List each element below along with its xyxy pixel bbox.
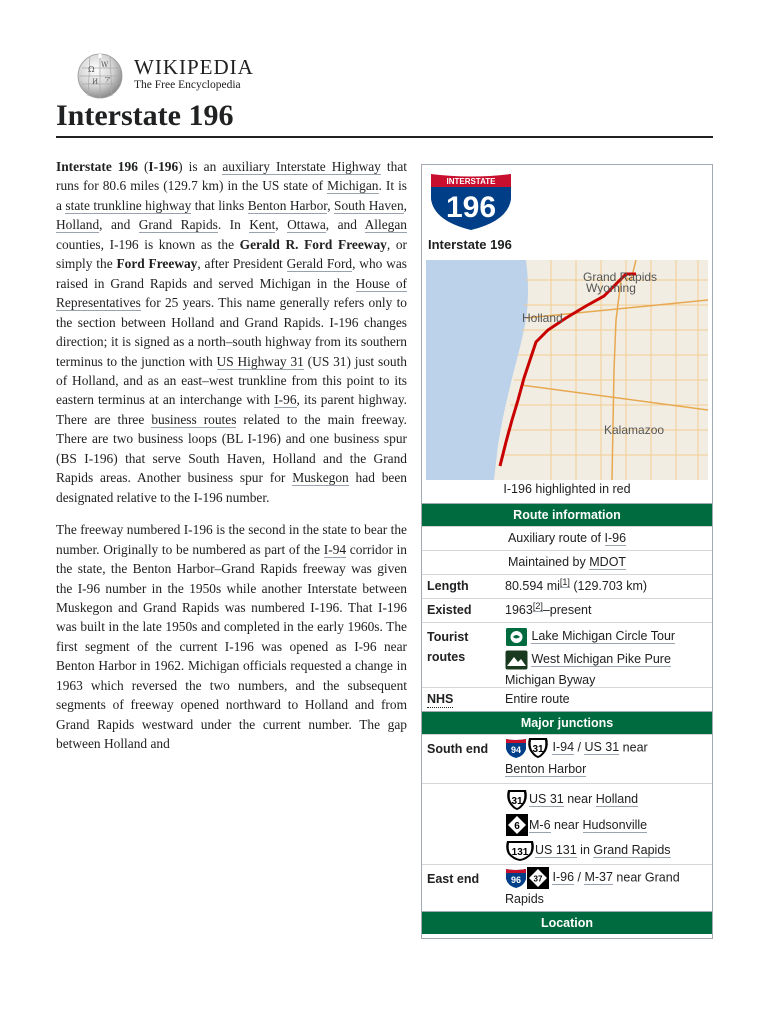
east-place-text: Rapids [505,892,544,906]
article-link[interactable]: auxiliary Interstate Highway [222,159,381,174]
article-text: , [275,217,288,233]
article-text: that links [191,197,248,213]
maintained-prefix: Maintained by [507,555,590,569]
junction-us-131-grand-rapids [505,838,712,864]
us-31-shield-number: 31 [511,795,523,807]
wordmark-tagline: The Free Encyclopedia [134,79,241,91]
benton-harbor-link[interactable]: Benton Harbor [505,762,587,776]
lake-michigan-circle-tour-link[interactable]: Lake Michigan Circle Tour [531,629,676,643]
j3-near-text: in [576,843,594,857]
article-link[interactable]: Gerald Ford [286,256,353,272]
m-6-shield-icon [505,814,529,836]
east-near-text: near Grand [612,870,680,885]
route-map-image [426,260,708,480]
article-link[interactable]: US Highway 31 [216,353,304,369]
junction-us-31-holland [505,787,712,813]
us-131-shield-icon [505,840,535,862]
length-value: 80.594 mi [505,579,560,593]
m-37-shield-number: 37 [533,874,543,884]
article-text: that runs for 80.6 miles (129.7 km) in the US state of [56,159,408,194]
existed-start: 1963 [505,603,533,617]
svg-text:W: W [101,61,109,69]
shield-number-text: 196 [445,191,497,224]
location-header: Location [422,911,712,934]
length-reference-link[interactable]: [1] [559,576,570,587]
bold-term: Interstate 196 [56,159,138,174]
m-37-shield-icon [527,867,549,889]
infobox-route-name: Interstate 196 [428,237,512,252]
holland-link[interactable]: Holland [595,792,639,806]
intermediate-junctions-row [422,783,712,864]
east-separator: / [574,870,585,885]
article-text: , [327,197,335,213]
existed-label: Existed [427,603,472,617]
article-paragraph-1 [56,157,407,507]
i-94-shield-number: 94 [510,745,522,755]
maintained-by-row [422,550,712,574]
us-31-shield-icon [527,737,549,759]
m-6-shield-number: 6 [514,821,520,833]
article-link[interactable]: state trunkline highway [65,197,192,213]
south-separator: / [574,740,585,755]
tourist-routes-row [422,622,712,687]
infobox [421,164,713,939]
article-link[interactable]: Michigan [327,178,379,194]
lake-michigan-circle-tour-icon [505,627,528,647]
us-31-junction-link[interactable]: US 31 [529,792,564,806]
west-michigan-pike-link[interactable]: West Michigan Pike Pure [531,652,671,666]
m-6-link[interactable]: M-6 [529,817,551,832]
us-31-link[interactable]: US 31 [584,740,620,755]
nhs-label[interactable]: NHS [427,692,454,706]
map-caption: I-196 highlighted in red [503,482,631,496]
article-link[interactable]: House of Representatives [56,275,407,311]
j2-near-text: near [550,817,583,832]
article-text: ) is an [178,159,223,174]
svg-text:ア: ア [104,76,111,84]
infobox-body [422,503,712,934]
i-94-link[interactable]: I-94 [552,740,575,755]
existed-end: –present [542,603,592,617]
article-text: , who was raised in Grand Rapids and served Michigan in the [56,256,407,291]
shield-banner-text: INTERSTATE [446,177,496,186]
east-end-row [422,864,712,911]
west-michigan-pike-link-cont[interactable]: Michigan Byway [505,673,596,687]
article-link[interactable]: Holland [56,217,100,233]
svg-text:Ω: Ω [88,65,95,74]
length-label: Length [427,579,469,593]
grand-rapids-link[interactable]: Grand Rapids [593,843,671,857]
south-near-text: near [619,740,648,755]
article-text: The freeway numbered I-196 is the second in the state to bear the number. Originally to be numbered as part of the [56,522,407,557]
article-text: , and [325,217,365,233]
article-link[interactable]: Benton Harbor [247,197,328,213]
pure-michigan-byway-icon [505,650,528,670]
article-text: had been designated relative to the I-196 number. [56,470,407,505]
article-link[interactable]: Grand Rapids [138,217,218,233]
i-96-shield-number: 96 [510,875,522,885]
infobox-shield-area [422,165,712,233]
us-131-link[interactable]: US 131 [535,843,577,857]
interstate-shield-icon [426,169,516,235]
length-km: (129.703 km) [569,579,648,593]
mdot-link[interactable]: MDOT [589,555,627,569]
article-text: . It is a [56,178,408,213]
page-title: Interstate 196 [56,99,234,132]
parent-route-link[interactable]: I-96 [604,531,627,545]
map-label-holland: Holland [522,311,563,325]
article-text: corridor in the state, the Benton Harbor–Grand Rapids freeway was given the I-96 number in the 1950s while another Interstate between Muskegon and Grand Rapids was numbered I-196. That I-196 was built in the late 1950s and completed in the early 1960s. The first segment of the current I-196 was opened as I-96 near Benton Harbor in 1962. Michigan officials requested a change in 1963 which reversed the two numbers, and the subsequent segments of freeway opened northward to Holland and from Grand Rapids westward under the current number. The gap between Holland and [56,541,407,752]
tourist-label-line-2: routes [427,650,466,664]
i-96-shield-icon [505,867,527,889]
us-31-shield-icon [505,789,529,811]
article-paragraph-2 [56,520,407,753]
bold-term: Gerald R. Ford Freeway [239,236,387,252]
map-label-wyoming: Wyoming [586,281,636,295]
tourist-label-line-1: Tourist [427,630,469,644]
article-text: counties, I-196 is known as the [56,236,240,252]
length-row [422,574,712,598]
wikipedia-globe-logo[interactable] [74,52,126,100]
wikipedia-wordmark[interactable] [134,55,254,92]
article-text: , its parent highway. There are three [56,392,407,427]
tourist-routes-label [427,627,468,667]
article-link[interactable]: Allegan [364,217,407,233]
title-divider [56,136,713,138]
existed-row [422,598,712,622]
svg-text:И: И [92,78,99,86]
article-text: ( [137,159,149,174]
article-text: , and [99,217,139,233]
junction-m-6-hudsonville [505,813,712,839]
article-link[interactable]: I-96 [274,392,297,408]
nhs-row [422,687,712,711]
bold-term: I-196 [148,159,179,174]
map-label-grand-rapids: Grand Rapids [583,270,658,284]
article-link[interactable]: I-94 [323,541,347,557]
article-body [56,157,407,767]
article-text: , or simply the [56,236,407,272]
i-94-shield-icon [505,737,527,759]
m-37-link[interactable]: M-37 [584,870,613,885]
existed-reference-link[interactable]: [2] [532,600,543,611]
nhs-value: Entire route [505,692,570,706]
us-31-shield-number: 31 [532,744,544,755]
route-map[interactable] [426,260,708,480]
bold-term: Ford Freeway [116,256,198,272]
article-text: (US 31) just south of Holland, and as an east–west trunkline from this point to its eastern terminus at an interchange with [56,353,408,408]
article-link[interactable]: South Haven [334,197,404,213]
major-junctions-header: Major junctions [422,711,712,734]
article-link[interactable]: business routes [151,411,237,427]
route-information-header: Route information [422,503,712,526]
article-text: , after President [197,256,287,272]
j1-near-text: near [563,792,596,806]
article-text: for 25 years. This name generally refers only to the section between Holland and Grand Rapids. I-196 changes direction; it is signed as a north–south highway from its southern terminus to the junction with [56,295,407,369]
auxiliary-route-row [422,526,712,550]
article-link[interactable]: Muskegon [292,470,349,486]
auxiliary-route-prefix: Auxiliary route of [507,531,605,545]
east-end-label: East end [427,872,480,886]
article-text: related to the main freeway. There are two business loops (BL I-196) and one business spur (BS I-196) that serve South Haven, Holland and the Grand Rapids areas. Another business spur for [56,411,407,486]
article-text: , [403,197,408,213]
article-text: . In [217,217,250,233]
article-link[interactable]: Ottawa [287,217,326,233]
us-131-shield-number: 131 [511,846,529,858]
south-end-label: South end [427,742,489,756]
article-link[interactable]: Kent [249,217,276,233]
i-96-link[interactable]: I-96 [552,870,575,885]
map-label-kalamazoo: Kalamazoo [604,423,665,437]
south-end-row [422,734,712,783]
wordmark-text: WIKIPEDIA [134,55,254,79]
hudsonville-link[interactable]: Hudsonville [582,817,648,832]
